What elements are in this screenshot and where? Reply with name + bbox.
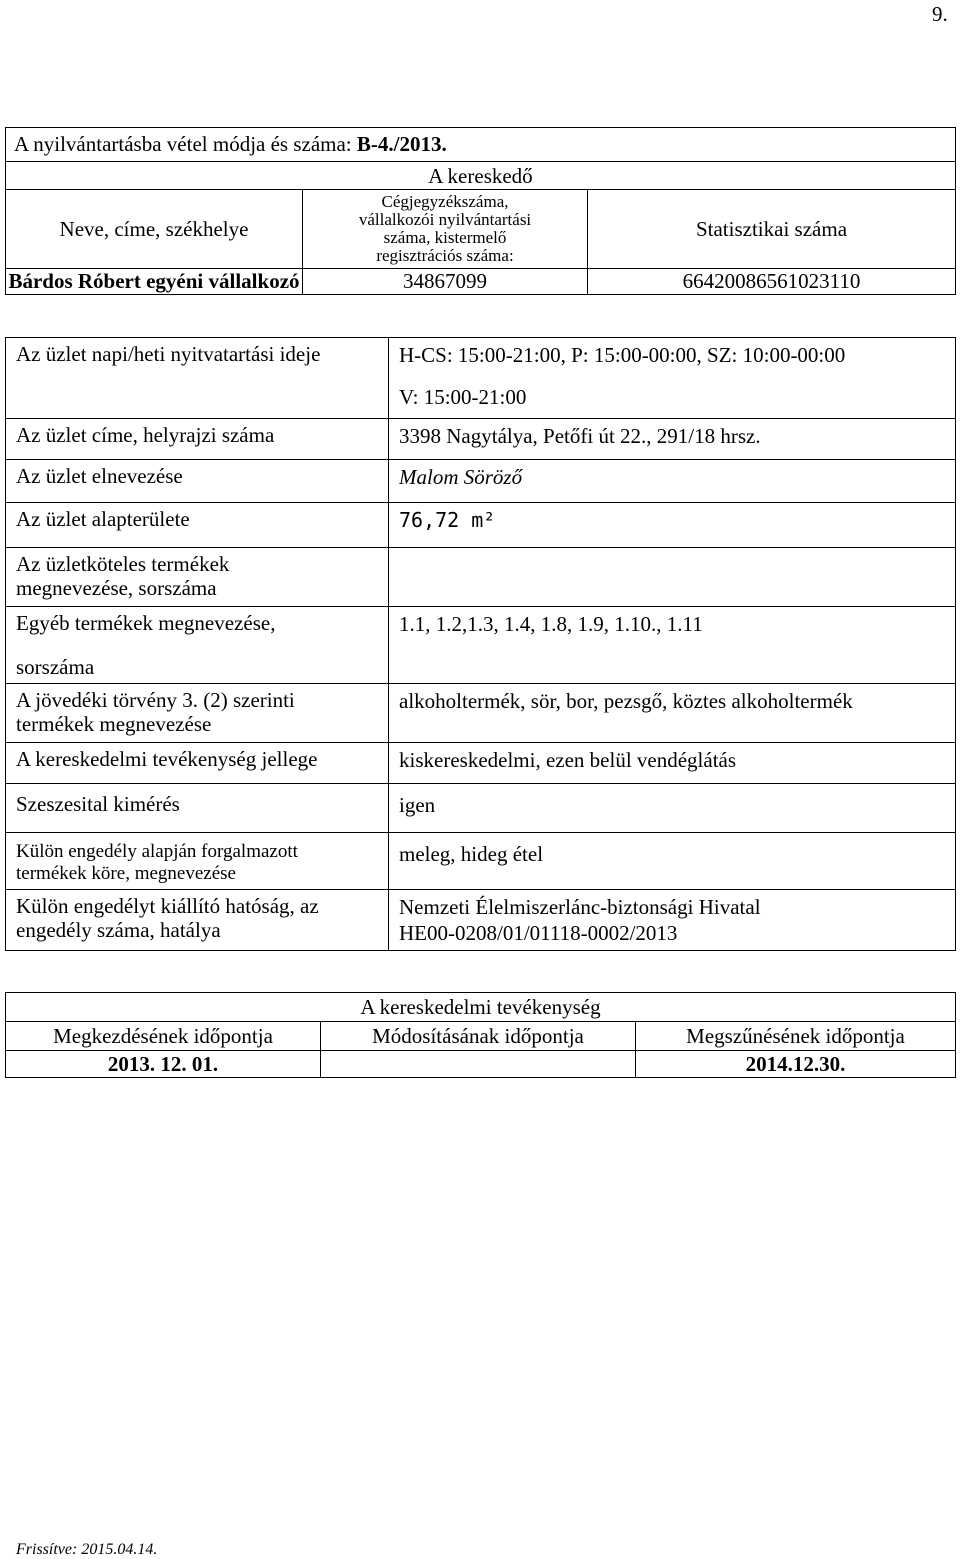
trader-reg-header-line: vállalkozói nyilvántartási: [358, 210, 532, 229]
licensed-products-label: [6, 548, 389, 607]
trader-title: A kereskedő: [6, 162, 956, 190]
registration-table: [5, 127, 956, 295]
other-products-label-line-2: sorszáma: [16, 655, 95, 679]
page-number: 9.: [932, 2, 948, 26]
authority-value: [389, 890, 956, 951]
end-date-header: Megszűnésének időpontja: [636, 1022, 956, 1051]
other-products-label-line-1: Egyéb termékek megnevezése,: [16, 611, 276, 635]
trader-reg-header-line: Cégjegyzékszáma,: [381, 192, 509, 211]
trader-stat-number: 66420086561023110: [588, 269, 956, 295]
authority-value-line-1: Nemzeti Élelmiszerlánc-biztonsági Hivatal: [399, 895, 761, 919]
trader-reg-header: [303, 190, 588, 269]
other-products-value: 1.1, 1.2,1.3, 1.4, 1.8, 1.9, 1.10., 1.11: [389, 607, 956, 684]
registration-label: A nyilvántartásba vétel módja és száma:: [14, 132, 357, 156]
updated-note: Frissítve: 2015.04.14.: [16, 1541, 158, 1558]
trader-reg-number: 34867099: [303, 269, 588, 295]
excise-value: alkoholtermék, sör, bor, pezsgő, köztes alkoholtermék: [389, 684, 956, 743]
licensed-products-value: [389, 548, 956, 607]
end-date-value: 2014.12.30.: [636, 1051, 956, 1078]
hours-value: [389, 338, 956, 419]
address-label: Az üzlet címe, helyrajzi száma: [6, 419, 389, 460]
area-label: Az üzlet alapterülete: [6, 503, 389, 548]
spirits-value: igen: [389, 784, 956, 833]
registration-row: [6, 128, 956, 162]
excise-label-line-2: termékek megnevezése: [16, 712, 212, 736]
special-license-label-line-1: Külön engedély alapján forgalmazott: [16, 841, 298, 862]
licensed-products-label-line-2: megnevezése, sorszáma: [16, 576, 217, 600]
trader-reg-header-line: száma, kistermelő: [383, 228, 507, 247]
area-value: 76,72 m²: [389, 503, 956, 548]
commerce-title: A kereskedelmi tevékenység: [6, 993, 956, 1022]
hours-line-1: H-CS: 15:00-21:00, P: 15:00-00:00, SZ: 10:00-00:00: [399, 343, 846, 367]
authority-label-line-2: engedély száma, hatálya: [16, 918, 221, 942]
modify-date-header: Módosításának időpontja: [321, 1022, 636, 1051]
special-license-label-line-2: termékek köre, megnevezése: [16, 863, 236, 884]
other-products-label: [6, 607, 389, 684]
commerce-table: [5, 992, 956, 1078]
licensed-products-label-line-1: Az üzletköteles termékek: [16, 552, 230, 576]
authority-label: [6, 890, 389, 951]
hours-line-2: V: 15:00-21:00: [399, 385, 527, 409]
special-license-value: meleg, hideg étel: [389, 833, 956, 890]
hours-label: Az üzlet napi/heti nyitvatartási ideje: [6, 338, 389, 419]
trader-reg-header-line: regisztrációs száma:: [376, 246, 514, 265]
start-date-header: Megkezdésének időpontja: [6, 1022, 321, 1051]
spirits-label: Szeszesital kimérés: [6, 784, 389, 833]
excise-label-line-1: A jövedéki törvény 3. (2) szerinti: [16, 688, 295, 712]
activity-value: kiskereskedelmi, ezen belül vendéglátás: [389, 743, 956, 784]
shop-name-label: Az üzlet elnevezése: [6, 460, 389, 503]
address-value: 3398 Nagytálya, Petőfi út 22., 291/18 hrsz.: [389, 419, 956, 460]
activity-label: A kereskedelmi tevékenység jellege: [6, 743, 389, 784]
trader-stat-header: Statisztikai száma: [588, 190, 956, 269]
excise-label: [6, 684, 389, 743]
special-license-label: [6, 833, 389, 890]
trader-name: Bárdos Róbert egyéni vállalkozó: [6, 269, 303, 295]
authority-value-line-2: HE00-0208/01/01118-0002/2013: [399, 921, 678, 945]
registration-value: B-4./2013.: [356, 132, 447, 156]
trader-name-header: Neve, címe, székhelye: [6, 190, 303, 269]
start-date-value: 2013. 12. 01.: [6, 1051, 321, 1078]
shop-name-value: Malom Söröző: [389, 460, 956, 503]
modify-date-value: [321, 1051, 636, 1078]
authority-label-line-1: Külön engedélyt kiállító hatóság, az: [16, 894, 319, 918]
shop-table: [5, 337, 956, 951]
